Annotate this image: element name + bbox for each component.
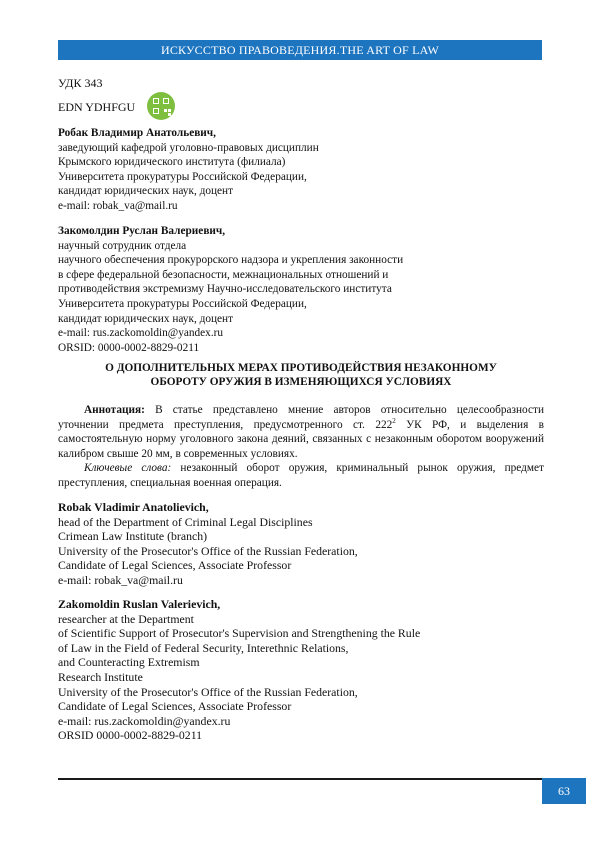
author-email: e-mail: robak_va@mail.ru — [58, 199, 178, 212]
article-superscript: 2 — [392, 416, 396, 425]
author-line: Университета прокуратуры Российской Федерации, — [58, 170, 307, 183]
author-email: e-mail: rus.zackomoldin@yandex.ru — [58, 327, 224, 340]
author-line: Университета прокуратуры Российской Федерации, — [58, 297, 307, 310]
author-orcid: ORSID: 0000-0002-8829-0211 — [58, 341, 200, 354]
author-line: Candidate of Legal Sciences, Associate Professor — [58, 699, 292, 714]
author-line: Research Institute — [58, 669, 143, 684]
author-email: e-mail: rus.zackomoldin@yandex.ru — [58, 713, 231, 728]
author-block-en-2 — [58, 597, 544, 743]
keywords-paragraph — [58, 461, 544, 490]
author-orcid: ORSID 0000-0002-8829-0211 — [58, 728, 203, 743]
author-line: в сфере федеральной безопасности, межнациональных отношений и — [58, 268, 389, 281]
title-line: ОБОРОТУ ОРУЖИЯ В ИЗМЕНЯЮЩИХСЯ УСЛОВИЯХ — [150, 376, 452, 388]
keywords-label: Ключевые слова: — [84, 462, 172, 475]
author-line: University of the Prosecutor's Office of the Russian Federation, — [58, 684, 358, 699]
abstract-label: Аннотация: — [84, 404, 145, 416]
author-line: кандидат юридических наук, доцент — [58, 185, 234, 198]
author-name: Закомолдин Руслан Валериевич, — [58, 225, 226, 237]
author-line: researcher at the Department — [58, 611, 194, 626]
qr-code-icon[interactable] — [147, 92, 175, 120]
footer-divider — [58, 778, 543, 780]
author-line: противодействия экстремизму Научно-исследовательского института — [58, 283, 392, 296]
author-line: University of the Prosecutor's Office of the Russian Federation, — [58, 543, 358, 558]
abstract — [58, 403, 544, 491]
author-name: Zakomoldin Ruslan Valerievich, — [58, 597, 221, 611]
abstract-text: В статье представлено мнение авторов относительно целесообразности уточнении предмета преступления, предусмотренного ст. 222 — [58, 404, 544, 431]
title-line: О ДОПОЛНИТЕЛЬНЫХ МЕРАХ ПРОТИВОДЕЙСТВИЯ НЕЗАКОННОМУ — [105, 362, 497, 374]
page-number: 63 — [542, 778, 586, 804]
abstract-text: УК РФ, и выделения в самостоятельную норму уголовного закона деяний, связанных с незаконным оборотом вооружений калибром свыше 20 мм, в современных условиях. — [58, 418, 544, 460]
author-line: Crimean Law Institute (branch) — [58, 529, 208, 544]
edn-code: EDN YDHFGU — [58, 100, 136, 114]
author-line: Candidate of Legal Sciences, Associate Professor — [58, 558, 292, 573]
author-line: научного обеспечения прокурорского надзора и укрепления законности — [58, 254, 404, 267]
author-block-ru-1 — [58, 126, 544, 214]
author-line: head of the Department of Criminal Legal Disciplines — [58, 514, 313, 529]
udk-code: УДК 343 — [58, 76, 103, 90]
author-name: Робак Владимир Анатольевич, — [58, 127, 217, 139]
author-line: of Scientific Support of Prosecutor's Supervision and Strengthening the Rule — [58, 626, 421, 641]
author-line: кандидат юридических наук, доцент — [58, 312, 234, 325]
journal-header: ИСКУССТВО ПРАВОВЕДЕНИЯ.THE ART OF LAW — [58, 40, 542, 60]
author-block-ru-2 — [58, 224, 544, 355]
author-line: научный сотрудник отдела — [58, 239, 187, 252]
keywords-text: незаконный оборот оружия, криминальный рынок оружия, предмет преступления, специальная военная операция. — [58, 462, 544, 489]
author-line: of Law in the Field of Federal Security, Interethnic Relations, — [58, 640, 349, 655]
author-line: Крымского юридического института (филиала) — [58, 156, 286, 169]
author-line: заведующий кафедрой уголовно-правовых дисциплин — [58, 141, 319, 154]
author-name: Robak Vladimir Anatolievich, — [58, 500, 209, 514]
author-line: and Counteracting Extremism — [58, 655, 200, 670]
abstract-paragraph — [58, 403, 544, 461]
author-email: e-mail: robak_va@mail.ru — [58, 572, 183, 587]
author-block-en-1 — [58, 500, 544, 588]
article-title — [58, 361, 544, 389]
